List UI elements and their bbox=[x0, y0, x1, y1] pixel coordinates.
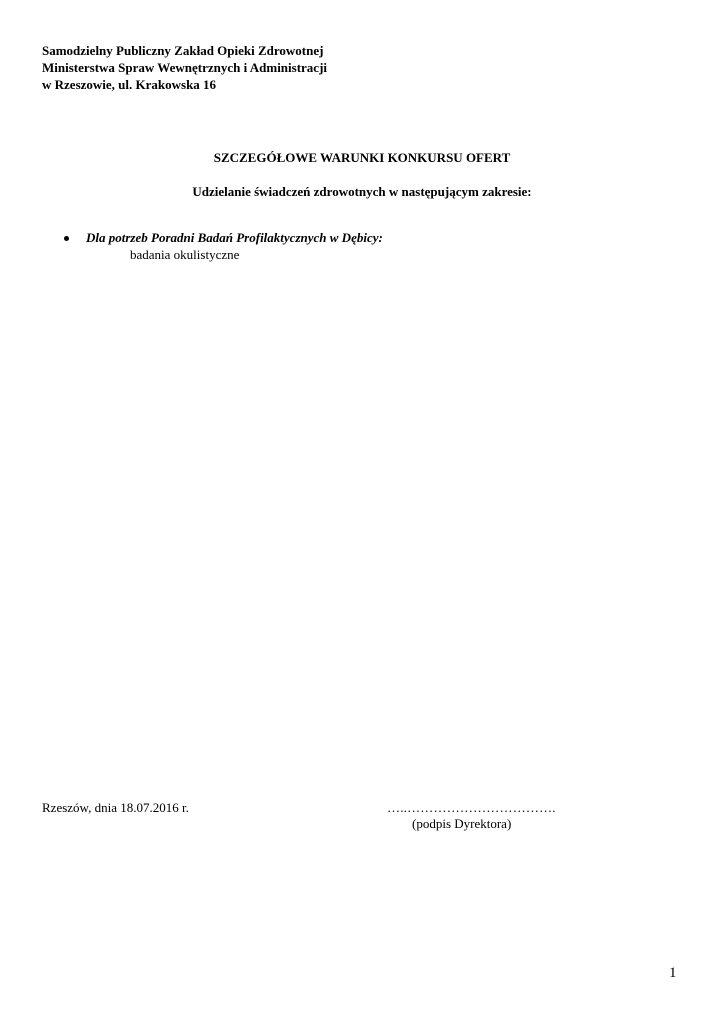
bullet-icon bbox=[62, 229, 86, 246]
list-item-heading: Dla potrzeb Poradni Badań Profilaktycznych w Dębicy: bbox=[86, 230, 383, 245]
document-title: SZCZEGÓŁOWE WARUNKI KONKURSU OFERT bbox=[213, 150, 511, 165]
institution-address-line: w Rzeszowie, ul. Krakowska 16 bbox=[42, 77, 217, 92]
institution-ministry-line: Ministerstwa Spraw Wewnętrznych i Administracji bbox=[42, 60, 328, 75]
place-and-date: Rzeszów, dnia 18.07.2016 r. bbox=[42, 800, 189, 815]
signature-line: …..……………………………. bbox=[387, 800, 556, 815]
scope-list bbox=[62, 229, 582, 263]
institution-header bbox=[42, 42, 462, 93]
institution-name-line: Samodzielny Publiczny Zakład Opieki Zdrowotnej bbox=[42, 43, 324, 58]
document-subtitle: Udzielanie świadczeń zdrowotnych w następującym zakresie: bbox=[192, 184, 532, 199]
list-item-detail: badania okulistyczne bbox=[130, 247, 240, 262]
list-item bbox=[62, 229, 582, 246]
signature-caption: (podpis Dyrektora) bbox=[412, 816, 512, 831]
page-number: 1 bbox=[669, 965, 677, 981]
